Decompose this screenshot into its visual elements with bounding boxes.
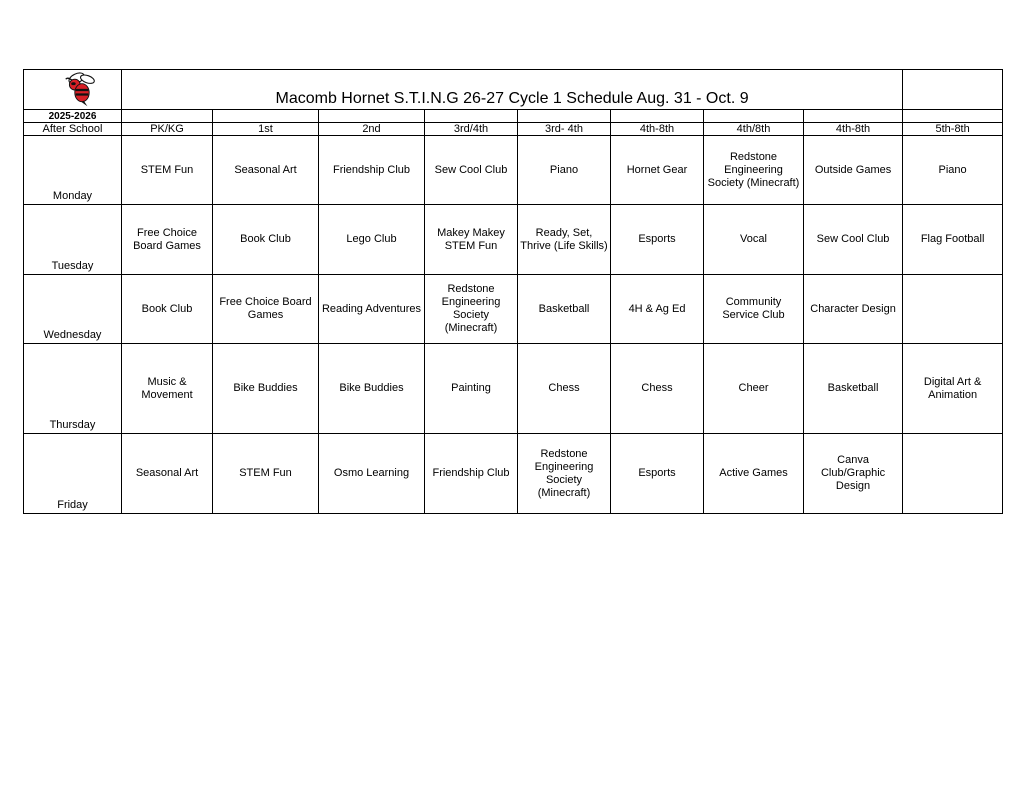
column-header: 1st bbox=[213, 123, 319, 136]
activity-cell: Free Choice Board Games bbox=[213, 275, 319, 344]
column-header: 4th/8th bbox=[704, 123, 804, 136]
activity-cell: Piano bbox=[903, 136, 1003, 205]
column-header: 2nd bbox=[319, 123, 425, 136]
activity-cell: Redstone Engineering Society (Minecraft) bbox=[704, 136, 804, 205]
activity-cell: Hornet Gear bbox=[611, 136, 704, 205]
table-row bbox=[24, 434, 1003, 514]
activity-cell: Digital Art & Animation bbox=[903, 344, 1003, 434]
activity-cell: Canva Club/Graphic Design bbox=[804, 434, 903, 514]
activity-cell: STEM Fun bbox=[122, 136, 213, 205]
table-row bbox=[24, 136, 1003, 205]
hornet-mascot-icon bbox=[64, 72, 100, 108]
activity-cell bbox=[903, 434, 1003, 514]
activity-cell: STEM Fun bbox=[213, 434, 319, 514]
title-row bbox=[24, 70, 1003, 110]
activity-cell: Community Service Club bbox=[704, 275, 804, 344]
activity-cell: Music & Movement bbox=[122, 344, 213, 434]
column-header: After School bbox=[24, 123, 122, 136]
activity-cell: Reading Adventures bbox=[319, 275, 425, 344]
column-header: 5th-8th bbox=[903, 123, 1003, 136]
activity-cell: Piano bbox=[518, 136, 611, 205]
activity-cell: Basketball bbox=[804, 344, 903, 434]
activity-cell: Chess bbox=[518, 344, 611, 434]
activity-cell: 4H & Ag Ed bbox=[611, 275, 704, 344]
activity-cell: Seasonal Art bbox=[122, 434, 213, 514]
column-header: 4th-8th bbox=[611, 123, 704, 136]
table-row bbox=[24, 205, 1003, 275]
activity-cell: Bike Buddies bbox=[213, 344, 319, 434]
activity-cell bbox=[903, 275, 1003, 344]
activity-cell: Sew Cool Club bbox=[804, 205, 903, 275]
activity-cell: Book Club bbox=[213, 205, 319, 275]
day-label: Wednesday bbox=[24, 275, 122, 344]
activity-cell: Lego Club bbox=[319, 205, 425, 275]
activity-cell: Makey Makey STEM Fun bbox=[425, 205, 518, 275]
activity-cell: Cheer bbox=[704, 344, 804, 434]
activity-cell: Book Club bbox=[122, 275, 213, 344]
activity-cell: Ready, Set, Thrive (Life Skills) bbox=[518, 205, 611, 275]
column-header: 4th-8th bbox=[804, 123, 903, 136]
activity-cell: Friendship Club bbox=[319, 136, 425, 205]
column-header: 3rd/4th bbox=[425, 123, 518, 136]
activity-cell: Friendship Club bbox=[425, 434, 518, 514]
activity-cell: Vocal bbox=[704, 205, 804, 275]
table-row bbox=[24, 275, 1003, 344]
year-row bbox=[24, 110, 1003, 123]
activity-cell: Bike Buddies bbox=[319, 344, 425, 434]
activity-cell: Chess bbox=[611, 344, 704, 434]
column-header: PK/KG bbox=[122, 123, 213, 136]
schedule-table bbox=[23, 69, 1003, 514]
activity-cell: Esports bbox=[611, 434, 704, 514]
activity-cell: Painting bbox=[425, 344, 518, 434]
activity-cell: Sew Cool Club bbox=[425, 136, 518, 205]
day-label: Monday bbox=[24, 136, 122, 205]
activity-cell: Outside Games bbox=[804, 136, 903, 205]
activity-cell: Character Design bbox=[804, 275, 903, 344]
table-row bbox=[24, 344, 1003, 434]
logo-cell-left bbox=[24, 70, 122, 110]
column-header: 3rd- 4th bbox=[518, 123, 611, 136]
activity-cell: Free Choice Board Games bbox=[122, 205, 213, 275]
day-label: Friday bbox=[24, 434, 122, 514]
activity-cell: Flag Football bbox=[903, 205, 1003, 275]
activity-cell: Redstone Engineering Society (Minecraft) bbox=[425, 275, 518, 344]
header-row bbox=[24, 123, 1003, 136]
activity-cell: Osmo Learning bbox=[319, 434, 425, 514]
activity-cell: Basketball bbox=[518, 275, 611, 344]
activity-cell: Active Games bbox=[704, 434, 804, 514]
school-year: 2025-2026 bbox=[24, 110, 122, 123]
day-label: Tuesday bbox=[24, 205, 122, 275]
activity-cell: Esports bbox=[611, 205, 704, 275]
activity-cell: Redstone Engineering Society (Minecraft) bbox=[518, 434, 611, 514]
page-title: Macomb Hornet S.T.I.N.G 26-27 Cycle 1 Schedule Aug. 31 - Oct. 9 bbox=[122, 70, 903, 110]
activity-cell: Seasonal Art bbox=[213, 136, 319, 205]
schedule-sheet bbox=[23, 69, 1002, 514]
logo-cell-right bbox=[903, 70, 1003, 110]
day-label: Thursday bbox=[24, 344, 122, 434]
